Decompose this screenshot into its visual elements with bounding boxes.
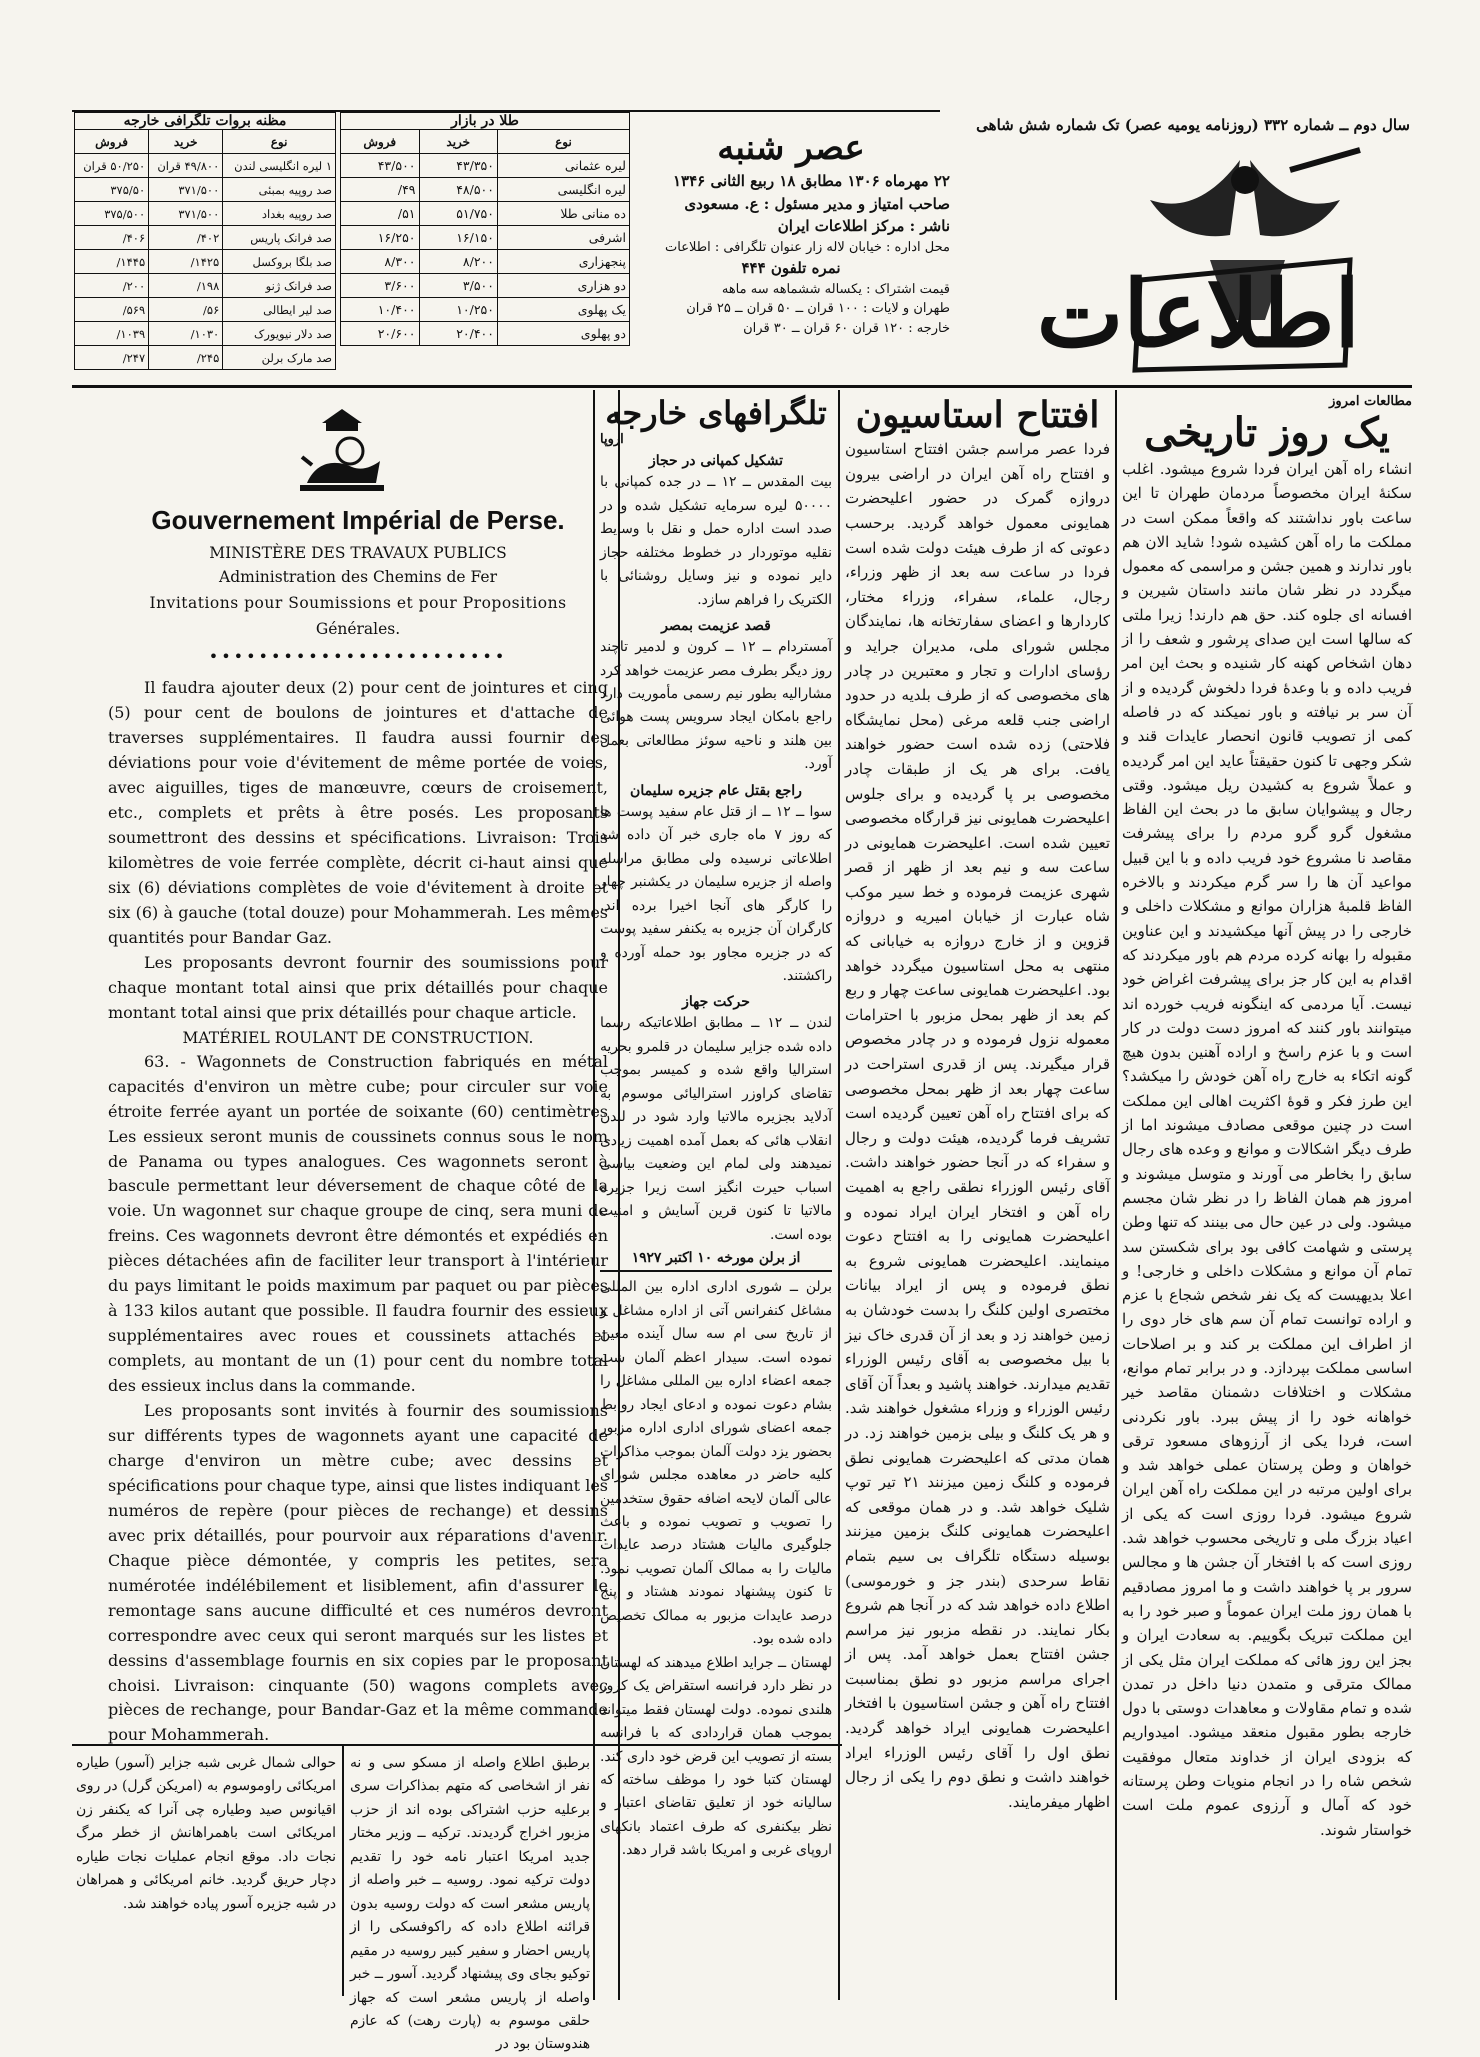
cell: ۱۹۸/ xyxy=(149,274,223,298)
cell: ۱۰۳۹/ xyxy=(75,322,149,346)
col3-item-title: قصد عزیمت بمصر xyxy=(661,618,771,635)
cell: لیره عثمانی xyxy=(497,154,629,178)
col-divider-2 xyxy=(838,390,840,2000)
cell: ۳۷۱/۵۰۰ xyxy=(149,202,223,226)
cell: ۴۳/۵۰۰ xyxy=(341,154,420,178)
cell: ۵۱/ xyxy=(341,202,420,226)
cell: صد لیر ایطالی xyxy=(223,298,336,322)
col3-item-1 xyxy=(600,618,832,777)
cell: ۴۸/۵۰۰ xyxy=(419,178,497,202)
col3-region: اروپا xyxy=(600,432,624,448)
cell: ۱۰/۲۵۰ xyxy=(419,298,497,322)
masthead-subscription-head: قیمت اشتراک : یکساله ششماهه سه ماهه xyxy=(721,281,950,297)
col2-body: فردا عصر مراسم جشن افتتاح استاسیون و افتتاح راه آهن ایران در اراضی بیرون دروازه گمرک در حضور اعلیحضرت همایونی معمول خواهد گردید. برحسب دعوتی که از طرف هیئت دولت شده است فردا در ساعت سه بعد از ظهر وزراء، رجال، علماء، سفراء، وزراء مختار، کاردارها و اعضای سفارتخانه ها، نمایندگان مجلس شورای ملی، مدیران جراید و رؤسای ادارات و تجار و معتبرین در چادر های مخصوصی که از طرف بلدیه در حدود اراضی جنب قلعه مرغی (محل نمایشگاه فلاحتی) زده شده است حضور خواهند یافت. برای هر یک از طبقات چادر مخصوصی بر پا گردیده و برای جلوس اعلیحضرت همایونی نیز قرارگاه مخصوصی تعیین شده است. اعلیحضرت همایونی در ساعت سه و نیم بعد از ظهر از قصر شهری عزیمت فرموده و خط سیر موکب شاه عبارت از خیابان امیریه و دروازه قزوین و از خارج دروازه به خیابانی که منتهی به محل استاسیون میگردد خواهد بود. اعلیحضرت همایونی ساعت چهار و ربع کم بعد از ظهر بمحل مزبور با احترامات معموله نزول فرموده و در چادر مخصوص قرار میگیرند. پس از قدری استراحت در ساعت چهار بعد از ظهر بمحل مخصوصی که برای افتتاح راه آهن تعیین گردیده است تشریف فرما گردیده، هیئت دولت و رجال و سفراء که در آنجا حضور خواهند داشت. آقای رئیس الوزراء نطقی راجع به اهمیت راه آهن و افتخار ایران ایراد نموده و اعلیحضرت همایونی را به افتتاح دعوت مینمایند. اعلیحضرت همایونی شروع به نطق فرموده و پس از ایراد بیانات مختصری اولین کلنگ را بدست خودشان به زمین خواهند زد و بعد از آن قدری خاک نیز با بیل مخصوصی به آقای رئیس الوزراء تقدیم میدارند. خواهند پاشید و بعداً آن آقای رئیس الوزراء و وزراء مشغول خواهند شد. و هر یک کلنگ و بیلی بزمین خواهند زد. در همان مدتی که اعلیحضرت همایونی نطق فرموده و کلنگ زمین میزنند ۲۱ تیر توپ شلیک خواهد شد. و در همان موقعی که اعلیحضرت همایونی کلنگ بزمین میزنند بوسیله دستگاه تلگراف بی سیم بتمام نقاط سرحدی (بندر جز و خورموسی) اطلاع داده خواهد شد که در آنجا هم شروع بکار نمایند. در نقطه مزبور نیز مراسم جشن افتتاح بعمل خواهد آمد. پس از اجرای مراسم مزبور دو نطق بمناسبت افتتاح راه آهن و جشن استاسیون با افتخار اعلیحضرت همایونی ایراد خواهد گردید. نطق اول را آقای رئیس الوزراء ایراد خواهند داشت و نطق دوم را یکی از رجال اظهار میفرمایند. xyxy=(845,440,1111,1811)
gold-table-header xyxy=(341,130,630,154)
cell: ۱۴۴۵/ xyxy=(75,250,149,274)
col1-article xyxy=(1122,394,1412,1999)
table-row xyxy=(341,202,630,226)
cell: ۴۰۶/ xyxy=(75,226,149,250)
masthead-office: محل اداره : خیابان لاله زار عنوان تلگرافی : اطلاعات xyxy=(665,239,950,255)
col3-article xyxy=(600,394,832,1859)
cell: ۴۹/ xyxy=(341,178,420,202)
french-title: Gouvernement Impérial de Perse. xyxy=(151,505,565,535)
table-row xyxy=(341,250,630,274)
table-row xyxy=(341,322,630,346)
table-row xyxy=(341,298,630,322)
fx-col-type: نوع xyxy=(223,130,336,154)
cell: ۸/۳۰۰ xyxy=(341,250,420,274)
col3-item-body: بیت المقدس ــ ۱۲ ــ در جده کمپانی با ۵۰۰۰۰ لیره سرمایه تشکیل شده و در صدد است اداره حمل و نقل با وسایط نقلیه موتوردار در خطوط مختلفه حجاز دایر نموده و نیز وسایل روشنائی با الکتریک را فراهم سازد. xyxy=(600,474,832,608)
table-row xyxy=(75,178,336,202)
masthead-subscription-tehran: طهران و لایات : ۱۰۰ قران ــ ۵۰ قران ــ ۲۵ قران xyxy=(686,301,950,317)
masthead-owner: صاحب امتیاز و مدیر مسئول : ع. مسعودی xyxy=(684,194,950,213)
masthead-subscription-abroad: خارجه : ۱۲۰ قران ۶۰ قران ــ ۳۰ قران xyxy=(743,320,950,336)
cell: صد دلار نیویورک xyxy=(223,322,336,346)
gold-col-buy: خرید xyxy=(419,130,497,154)
col2-article xyxy=(845,394,1110,1999)
cell: صد بلگا بروکسل xyxy=(223,250,336,274)
cell: ۱۶/۲۵۰ xyxy=(341,226,420,250)
cell: ۳۷۵/۵۰۰ xyxy=(75,202,149,226)
col3-item-body: برلن ــ شوری اداری اداره بین المللی مشاغل کنفرانس آتی از اداره مشاغل و از تاریخ سی ام سه سال آینده معین نموده است. سیدار اعظم آلمان شب جمعه اعضاء اداره بین المللی مشاغل را بشام دعوت نموده و ادعای ایجاد روابط جمعه اعضای شورای اداری اداره مزبور بحضور یزد دولت آلمان بموجب مذاکرات کلیه حاضر در معاهده مجلس شورای عالی آلمان لایحه اضافه حقوق ستخدمین را تصویب و تصویب نموده و باعث جلوگیری مالیات هشتاد درصد عایدات مالیات را به ممالک آلمان تصویب نمود. تا کنون پیشنهاد نمودند هشتاد و پنج درصد عایدات مزبور به ممالک تخصیص داده شده بود. xyxy=(600,1279,832,1648)
french-dots: •••••••••••••••••••••••• xyxy=(208,647,508,667)
gold-table xyxy=(340,129,630,346)
col3-item-5 xyxy=(600,1276,832,1651)
cell: ۳/۵۰۰ xyxy=(419,274,497,298)
cell: ۳۷۱/۵۰۰ xyxy=(149,178,223,202)
cell: ۱۰/۴۰۰ xyxy=(341,298,420,322)
col3-item-body: سوا ــ ۱۲ ــ از قتل عام سفید پوست ها که روز ۷ ماه جاری خبر آن داده شد اطلاعاتی نرسیده ولی مطابق مراسله واصله از جزیره سلیمان در یکشنبر چهار را کارگر های آنجا اخیرا برده اند. کارگران آن جزیره به یکنفر سفید پوست که در جزیره مجاور بود حمله آورده و راکشتند. xyxy=(600,803,832,984)
fx-table-header xyxy=(75,130,336,154)
table-row xyxy=(75,322,336,346)
gold-col-sell: فروش xyxy=(341,130,420,154)
cell: ۵۰/۲۵۰ قران xyxy=(75,154,149,178)
masthead-day: عصر شنبه xyxy=(717,128,865,168)
table-row xyxy=(75,202,336,226)
cell: صد فرانک پاریس xyxy=(223,226,336,250)
cell: یک پهلوی xyxy=(497,298,629,322)
table-row xyxy=(75,154,336,178)
cell: ۲۰/۶۰۰ xyxy=(341,322,420,346)
col3-item-3 xyxy=(600,994,832,1247)
col3-item-body: لندن ــ ۱۲ ــ مطابق اطلاعاتیکه رسما داده شده جزایر سلیمان در قلمرو بحریه استرالیا واقع شده و کمیسر بموجب تقاضای کراوزر استرالیائی موسوم به آدلاید بجزیره مالاتیا وارد شود در لندن انقلاب هائی که بعمل آمده اهمیت زیادی نمیدهند ولی لمام این وضعیت بیاسی اسباب حیرت انگیز است زیرا جزیره مالاتیا تا کنون قرین آسایش و امنیت بوده است. xyxy=(600,1015,832,1243)
cell: ۲۰/۴۰۰ xyxy=(419,322,497,346)
col-divider-1 xyxy=(1115,390,1117,2000)
col3-item-body: لهستان ــ جراید اطلاع میدهند که لهستان در نظر دارد فرانسه استقراض یک کرور هلندی نموده. دولت لهستان فقط میتواند بموجب همان قراردادی که با فرانسه بسته از تصویب این قرض خود داری کند. لهستان کتبا خود را موظف ساخته که سالیانه خود از تعلیق تقاضای اعتبار و نظر بیکنفری که طرف اعتماد بانکهای اروپای غربی و امریکا باشد قرار دهد. xyxy=(600,1654,832,1859)
col3-item-body: از برلن مورخه ۱۰ اکتبر ۱۹۲۷ xyxy=(631,1249,801,1266)
french-notice xyxy=(108,500,608,1748)
french-paragraph-3: 63. - Wagonnets de Construction fabriqués en métal capacités d'environ un mètre cube; pour circuler sur voie étroite ferrée ayant un portée de soixante (60) centimètres Les essieux seront munis de coussinets connus sous le nom de Panama ou types analogues. Ces wagonnets seront à bascule permettant leur déversement de chaque côté de la voie. Un wagonnet sur chaque groupe de cinq, sera muni de freins. Ces wagonnets devront être démontés et expédiés en pièces détachées afin de faciliter leur transport à l'intérieur du pays limitant le poids maximum par paquet ou par pièces à 133 kilos autant que possible. Il faudra fournir des essieux supplémentaires avec roues et coussinets attachés et complets, au montant de un (1) pour cent du nombre total des essieux inclus dans la commande. xyxy=(108,1051,608,1396)
french-admin: Administration des Chemins de Fer xyxy=(219,567,497,586)
bottom-left-news: حوالی شمال غربی شبه جزایر (آسور) طیاره امریکائی راوموسوم به (امریکن گرل) در روی اقیانوس صید وطیاره چی آنرا که یکنفر زن امریکائی است باهمراهانش از خطر مرگ نجات داد. موقع انجام عملیات نجات طیاره دچار حریق گردید. خانم امریکائی و همراهان در شبه جزیره آسور پیاده خواهند شد. xyxy=(76,1755,336,1912)
gold-table-title: طلا در بازار xyxy=(340,112,630,129)
lion-and-sun-emblem xyxy=(292,405,392,497)
gold-col-type: نوع xyxy=(497,130,629,154)
cell: ده منانی طلا xyxy=(497,202,629,226)
col1-headline: یک روز تاریخی xyxy=(1144,409,1390,456)
french-material-heading: MATÉRIEL ROULANT DE CONSTRUCTION. xyxy=(182,1028,534,1047)
table-row xyxy=(75,298,336,322)
french-invitation: Invitations pour Soumissions et pour Propositions xyxy=(149,593,567,612)
masthead-bottom-rule xyxy=(72,385,1412,388)
french-ministry: MINISTÈRE DES TRAVAUX PUBLICS xyxy=(209,543,507,562)
masthead-publisher: ناشر : مرکز اطلاعات ایران xyxy=(777,217,950,236)
table-row xyxy=(75,226,336,250)
masthead-year-number: سال دوم ــ شماره ۳۳۲ (روزنامه یومیه عصر) تک شماره شش شاهی xyxy=(976,116,1410,134)
cell: ۱ لیره انگلیسی لندن xyxy=(223,154,336,178)
col3-item-6 xyxy=(600,1652,832,1863)
french-paragraph-2: Les proposants devront fournir des soumissions pour chaque montant total ainsi que prix détaillés pour chaque montant total ainsi que prix détaillés pour chaque article. xyxy=(108,952,608,1022)
cell: دو هزاری xyxy=(497,274,629,298)
col3-item-0 xyxy=(600,453,832,612)
col1-section-label: مطالعات امروز xyxy=(1329,394,1412,409)
masthead-date: ۲۲ مهرماه ۱۳۰۶ مطابق ۱۸ ربیع الثانی ۱۳۴۶ xyxy=(672,172,950,191)
col3-item-body: آمستردام ــ ۱۲ ــ کرون و لدمیر تاچند روز دیگر بطرف مصر عزیمت خواهد کرد مشارالیه بطور نیم رسمی مأموریت دارد راجع بامکان ایجاد سرویس پست هوائی بین هلند و ناحیه سوئز مطالعاتی بعمل آورد. xyxy=(600,639,832,773)
col3-item-title: حرکت جهاز xyxy=(682,994,750,1011)
col3-item-2 xyxy=(600,783,832,989)
table-row xyxy=(75,250,336,274)
cell: اشرفی xyxy=(497,226,629,250)
cell: ۲۴۵/ xyxy=(149,346,223,370)
cell: ۴۰۲/ xyxy=(149,226,223,250)
cell: صد مارک برلن xyxy=(223,346,336,370)
fx-table-block xyxy=(74,112,336,370)
cell: ۵۶/ xyxy=(149,298,223,322)
fx-col-buy: خرید xyxy=(149,130,223,154)
cell: ۳۷۵/۵۰ xyxy=(75,178,149,202)
masthead-phone: نمره تلفون ۴۴۴ xyxy=(741,259,841,278)
col3-item-4 xyxy=(600,1247,832,1272)
bottom-divider xyxy=(342,1746,344,1996)
cell: ۳/۶۰۰ xyxy=(341,274,420,298)
cell: لیره انگلیسی xyxy=(497,178,629,202)
col2-headline: افتتاح استاسیون xyxy=(855,394,1100,436)
col3-item-title: راجع بقتل عام جزیره سلیمان xyxy=(630,782,802,799)
table-row xyxy=(341,178,630,202)
french-generales: Générales. xyxy=(315,620,401,639)
cell: ۱۴۲۵/ xyxy=(149,250,223,274)
cell: ۵۶۹/ xyxy=(75,298,149,322)
col3-headline: تلگرافهای خارجه xyxy=(605,394,827,432)
col1-body: انشاء راه آهن ایران فردا شروع میشود. اغلب سکنهٔ ایران مخصوصاً مردمان طهران تا این ساعت باور نداشتند که واقعاً ممکن است در مملکت ما راه آهن کشیده شود! شاید الان هم باور ندارند و همین جشن و مراسمی که معمول میگردد در نظر شان مانند داستان شیرین و افسانه ای جلوه کند. حق هم دارند! زیرا ملتی که سالها است این صدای پرشور و شعف را از دهان اشخاص کهنه کار شنیده و بحث این امر فریب داده و با وعدهٔ فردا دلخوش گردیده و از آن سر بر نیافته و باور نمیکند که در فاصله کمی از تصویب قانون انحصار عایدات قند و شکر وجهی تا کنون حقیقتاً عاید این امر گردیده و عملاً شروع به کشیدن ریل میشود. وقتی رجال و پیشوایان سابق ما در بحث این الفاظ مشغول گرو گرو مردم را برای پیشرفت مقاصد نا مشروع خود فریب داده و با این قبیل مواعید آن ها را سر گرم میکردند و بالاخره الفاظ قلمبهٔ هزاران موانع و مشکلات داخلی و خارجی را در پیش آنها میکشیدند و این عناوین مقبوله را بهانه کرده مردم هم باور میکردند که اقدام به این کار جز برای پیشرفت اغراض خود نیست. آیا مردمی که اینگونه فریب خورده اند میتوانند باور کنند که امروز دست دولت در کار است و با عزم راسخ و اراده آهنین بدون هیچ گونه اتکاء به خارج راه آهن خودش را میکشد؟ این طرز فکر و قوهٔ اکثریت اهالی این مملکت است در چنین موقعی مصادف میشوند اما از طرف دیگر اشکالات و موانع و وعده های رجال سابق را بخاطر می آورند و متوسل میشوند و امروز هم همان الفاظ را در نظر شان مجسم میشود. ولی در عین حال می بینند که تنها وطن پرستی و شهامت کافی بود برای شکستن سد تمام آن موانع و مشکلات داخلی و خارجی! و اعلا بدیهیست که یک نفر شخص شجاع با عزم و اراده توانست تمام آن سم های خار دوی را از اطراف این مملکت بر کند و بر اصلاحات اساسی مملکت بپردازد. و در برابر تمام موانع، مشکلات و اختلافات دشمنان مقاصد خیر خواهانه خود را از پیش ببرد. باور نکردنی است، فردا یکی از آرزوهای مسعود ترقی خواهان و وطن پرستان عملی خواهد شد و برای اولین مرتبه در این مملکت راه آهن ایران شروع میشود. فردا روزی است که یکی از اعیاد بزرگ ملی و تاریخی محسوب خواهد شد. روزی است که با افتخار آن جشن ها و مجالس سرور بر پا خواهند داشت و ما امروز مصادقیم با همان روز ملت ایران عموماً و صبر خود را به این مملکت تبریک بگوییم. به سعادت ایران و بجز این روز هائی که مملکت ایران مثل یکی از ممالک مترقی و متمدن دنیا داخل در تمدن شده و تمام مقاولات و معاهدات دوستی با دول خارجه بطور مقبول منعقد میشود. امیدواریم که بزودی ایران از خداوند متعال موفقیت شخص شاه را در انجام منویات وطن پرستانه خود که آمال و آرزوی عموم ملت است خواستار شوند. xyxy=(1122,460,1412,1839)
cell: ۱۰۳۰/ xyxy=(149,322,223,346)
cell: ۵۱/۷۵۰ xyxy=(419,202,497,226)
col3-item-title: تشکیل کمپانی در حجاز xyxy=(648,453,784,470)
table-row xyxy=(341,226,630,250)
cell: ۴۹/۸۰۰ قران xyxy=(149,154,223,178)
french-paragraph-4: Les proposants sont invités à fournir des soumissions sur différents types de wagonnets ayant une capacité de charge d'environ un mètre cube; avec dessins et spécifications pour chaque type, ainsi que listes indiquant les numéros de repère (pour pièces de rechange) et dessins avec prix détaillés, pour pourvoir aux réparations d'avenir. Chaque pièce démontée, y compris les petites, sera numérotée indélébilement et lisiblement, afin d'assurer le remontage sans aucune difficulté et ces numéros devront correspondre avec ceux qui seront marqués sur les listes et dessins d'assemblage fournis en six copies par le proposant choisi. Livraison: cinquante (50) wagons complets avec pièces de rechange, pour Bandar-Gaz et la même commande pour Mohammerah. xyxy=(108,1401,608,1745)
bottom-right-news: برطبق اطلاع واصله از مسکو سی و نه نفر از اشخاصی که متهم بمذاکرات سری برعلیه حزب اشتراکی بوده اند از حزب مزبور اخراج گردیدند. ترکیه ــ وزیر مختار جدید امریکا اعتبار نامه خود را تقدیم دولت ترکیه نمود. روسیه ــ خبر واصله از پاریس مشعر است که دولت روسیه بدون قرائنه اطلاع داده که راکوفسکی را از پاریس احضار و سفیر کبیر روسیه در مقیم توکیو بجای وی پیشنهاد گردید. آسور ــ خبر واصله از پاریس مشعر است که جهاز حلقی موسوم به (پارت رهت) که عازم هندوستان بود در xyxy=(350,1755,590,2053)
fx-table-title: مظنه بروات تلگرافی خارجه xyxy=(74,112,336,129)
cell: پنجهزاری xyxy=(497,250,629,274)
fx-table xyxy=(74,129,336,370)
table-row xyxy=(341,154,630,178)
cell: ۴۳/۳۵۰ xyxy=(419,154,497,178)
cell: صد روپیه بغداد xyxy=(223,202,336,226)
french-paragraph-1: Il faudra ajouter deux (2) pour cent de jointures et cinq (5) pour cent de boulons de jointures et d'attache de traverses supplémentaires. Il faudra aussi fournir des déviations pour voie d'évitement de même portée de voies, avec aiguilles, tiges de manœuvre, cœurs de croisement, etc., complets et prêts à être posés. Les proposants soumettront des dessins et spécifications. Livraison: Trois kilomètres de voie ferrée complète, décrit ci-haut ainsi que six (6) déviations complètes de voie d'évitement à droite et six (6) à gauche (total douze) pour Mohammerah. Les mêmes quantités pour Bandar Gaz. xyxy=(108,678,608,947)
table-row xyxy=(341,274,630,298)
cell: دو پهلوی xyxy=(497,322,629,346)
logo-text: اطلاعات xyxy=(1036,260,1360,368)
cell: صد روپیه بمبئی xyxy=(223,178,336,202)
fx-col-sell: فروش xyxy=(75,130,149,154)
cell: ۲۰۰/ xyxy=(75,274,149,298)
cell: ۸/۲۰۰ xyxy=(419,250,497,274)
masthead-info xyxy=(632,126,950,338)
lion-sun-icon xyxy=(292,405,392,497)
table-row xyxy=(75,274,336,298)
table-row xyxy=(75,346,336,370)
cell: صد فرانک ژنو xyxy=(223,274,336,298)
cell: ۱۶/۱۵۰ xyxy=(419,226,497,250)
cell: ۲۴۷/ xyxy=(75,346,149,370)
logo xyxy=(1036,140,1390,380)
gold-table-block xyxy=(340,112,630,346)
